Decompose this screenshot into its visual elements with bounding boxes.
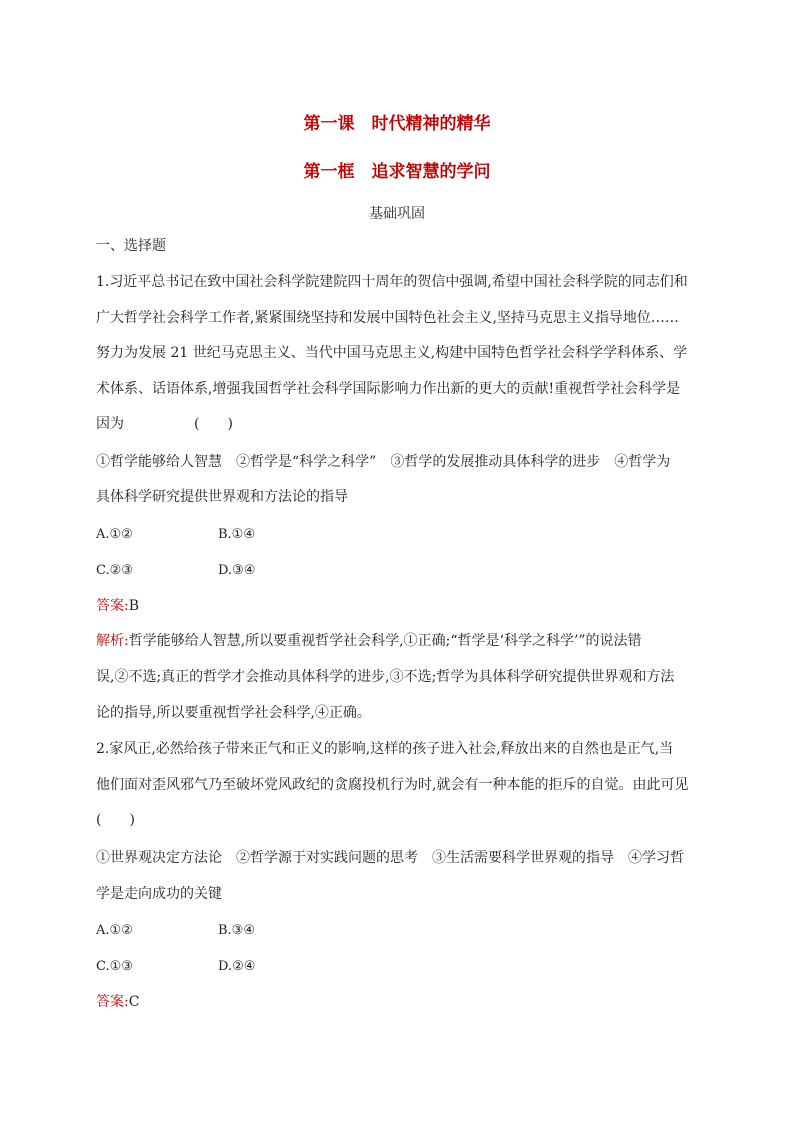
- analysis-text: 哲学能够给人智慧,所以要重视哲学社会科学,①正确;“哲学是‘科学之科学’”的说法错: [128, 633, 642, 649]
- q1-stem-line: 1.习近平总书记在致中国社会科学院建院四十周年的贺信中强调,希望中国社会科学院的同志们和: [96, 274, 688, 290]
- q1-stem-line: 努力为发展 21 世纪马克思主义、当代中国马克思主义,构建中国特色哲学社会科学学科体系、学: [96, 345, 688, 361]
- q2-answer: [96, 993, 139, 1011]
- q1-analysis-line: 误,②不选;真正的哲学才会推动具体科学的进步,③不选;哲学为具体科学研究提供世界观和方法: [96, 669, 675, 685]
- q1-stem-line: 因为 ( ): [96, 416, 233, 432]
- q2-stem-line: ( ): [96, 812, 135, 828]
- q1-stem-line: 术体系、话语体系,增强我国哲学社会科学国际影响力作出新的更大的贡献!重视哲学社会科学是: [96, 381, 681, 397]
- q1-analysis-line: [96, 632, 642, 650]
- answer-label: 答案:: [96, 994, 129, 1010]
- q2-statements: ①世界观决定方法论 ②哲学源于对实践问题的思考 ③生活需要科学世界观的指导 ④学习哲: [96, 850, 684, 866]
- part-heading: 一、选择题: [96, 238, 166, 254]
- q2-option-b: B.③④: [218, 923, 255, 938]
- q1-analysis-line: 论的指导,所以要重视哲学社会科学,④正确。: [96, 705, 371, 721]
- answer-value: C: [128, 994, 140, 1010]
- q1-option-c: C.②③: [96, 563, 133, 578]
- q2-stem-line: 2.家风正,必然给孩子带来正气和正义的影响,这样的孩子进入社会,释放出来的自然也是正气,当: [96, 741, 674, 757]
- answer-value: B: [128, 598, 140, 614]
- q2-option-c: C.①③: [96, 959, 133, 974]
- q1-option-b: B.①④: [218, 527, 255, 542]
- frame-title: 第一框 追求智慧的学问: [303, 162, 491, 182]
- section-label: 基础巩固: [369, 206, 425, 222]
- analysis-label: 解析:: [96, 633, 129, 649]
- q1-answer: [96, 597, 139, 615]
- q2-stem-line: 他们面对歪风邪气乃至破坏党风政纪的贪腐投机行为时,就会有一种本能的拒斥的自觉。由此可见: [96, 777, 689, 793]
- q1-stem-line: 广大哲学社会科学工作者,紧紧围绕坚持和发展中国特色社会主义,坚持马克思主义指导地位……: [96, 310, 679, 326]
- answer-label: 答案:: [96, 598, 129, 614]
- q1-option-a: A.①②: [96, 527, 133, 542]
- q2-option-a: A.①②: [96, 923, 133, 938]
- q1-option-d: D.③④: [218, 563, 256, 578]
- q1-statements: 具体科学研究提供世界观和方法论的指导: [96, 489, 348, 505]
- lesson-title: 第一课 时代精神的精华: [303, 114, 491, 134]
- q2-statements: 学是走向成功的关键: [96, 886, 222, 902]
- q1-statements: ①哲学能够给人智慧 ②哲学是“科学之科学” ③哲学的发展推动具体科学的进步 ④哲学为: [96, 454, 671, 470]
- q2-option-d: D.②④: [218, 959, 256, 974]
